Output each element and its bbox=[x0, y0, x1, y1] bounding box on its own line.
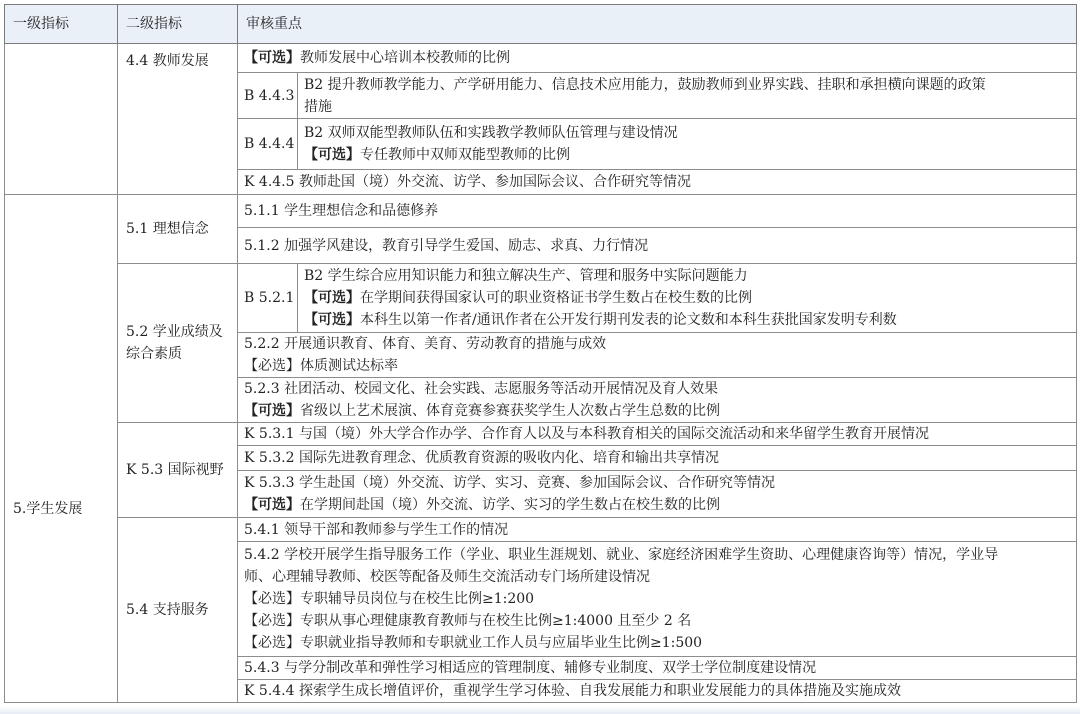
review-item: K 5.3.3 学生赴国（境）外交流、访学、实习、竞赛、参加国际会议、合作研究等情况 【可选】在学期间赴国（境）外交流、访学、实习的学生数占在校生数的比例 bbox=[238, 471, 1077, 518]
header-level2: 二级指标 bbox=[118, 5, 238, 44]
level2-cell: K 5.3 国际视野 bbox=[118, 423, 238, 518]
review-item: B2 双师双能型教师队伍和实践教学教师队伍管理与建设情况 【可选】专任教师中双师双能型教师的比例 bbox=[298, 119, 1077, 170]
item-code: B 4.4.3 bbox=[238, 73, 298, 119]
optional-tag: 【可选】 bbox=[244, 50, 300, 66]
review-criteria-table bbox=[4, 4, 1077, 703]
level1-cell: 5.学生发展 bbox=[5, 195, 118, 703]
bottom-gradient-band bbox=[0, 706, 1080, 714]
review-item: K 5.4.4 探索学生成长增值评价，重视学生学习体验、自我发展能力和职业发展能力的具体措施及实施成效 bbox=[238, 680, 1077, 703]
level2-cell: 4.4 教师发展 bbox=[118, 44, 238, 195]
review-item: 5.4.3 与学分制改革和弹性学习相适应的管理制度、辅修专业制度、双学士学位制度建设情况 bbox=[238, 657, 1077, 680]
level2-cell: 5.4 支持服务 bbox=[118, 518, 238, 703]
level2-cell: 5.2 学业成绩及 综合素质 bbox=[118, 264, 238, 423]
table-header-row bbox=[5, 5, 1077, 44]
review-item: 5.1.1 学生理想信念和品德修养 bbox=[238, 195, 1077, 228]
review-item: 5.4.2 学校开展学生指导服务工作（学业、职业生涯规划、就业、家庭经济困难学生资助、心理健康咨询等）情况，学业导 师、心理辅导教师、校医等配备及师生交流活动专门场所建设情况 【必选】专职辅导员岗位与在校生比例≥1:200 【必选】专职从事心理健康教育教师与在校生比例≥1:4000 且至少 2 名 【必选】专职就业指导教师和专职就业工作人员与应届毕业生比例≥1:500 bbox=[238, 542, 1077, 657]
review-item: 5.2.3 社团活动、校园文化、社会实践、志愿服务等活动开展情况及育人效果 【可选】省级以上艺术展演、体育竞赛参赛获奖学生人次数占学生总数的比例 bbox=[238, 378, 1077, 423]
table-row bbox=[5, 518, 1077, 542]
level1-cell-empty bbox=[5, 44, 118, 195]
review-item: K 5.3.2 国际先进教育理念、优质教育资源的吸收内化、培育和输出共享情况 bbox=[238, 446, 1077, 471]
table-row bbox=[5, 264, 1077, 333]
table-row bbox=[5, 423, 1077, 446]
table-row bbox=[5, 44, 1077, 73]
review-item: 5.4.1 领导干部和教师参与学生工作的情况 bbox=[238, 518, 1077, 542]
review-item: K 5.3.1 与国（境）外大学合作办学、合作育人以及与本科教育相关的国际交流活动和来华留学生教育开展情况 bbox=[238, 423, 1077, 446]
review-item: B2 学生综合应用知识能力和独立解决生产、管理和服务中实际问题能力 【可选】在学期间获得国家认可的职业资格证书学生数占在校生数的比例 【可选】本科生以第一作者/通讯作者在公开发行期刊发表的论文数和本科生获批国家发明专利数 bbox=[298, 264, 1077, 333]
review-item: 5.2.2 开展通识教育、体育、美育、劳动教育的措施与成效 【必选】体质测试达标率 bbox=[238, 333, 1077, 378]
review-item: 5.1.2 加强学风建设，教育引导学生爱国、励志、求真、力行情况 bbox=[238, 228, 1077, 264]
header-review-focus: 审核重点 bbox=[238, 5, 1077, 44]
review-item: B2 提升教师教学能力、产学研用能力、信息技术应用能力，鼓励教师到业界实践、挂职和承担横向课题的政策 措施 bbox=[298, 73, 1077, 119]
review-item: K 4.4.5 教师赴国（境）外交流、访学、参加国际会议、合作研究等情况 bbox=[238, 170, 1077, 195]
item-code: B 4.4.4 bbox=[238, 119, 298, 170]
level2-cell: 5.1 理想信念 bbox=[118, 195, 238, 264]
review-table-page bbox=[4, 4, 1076, 703]
review-item: 【可选】教师发展中心培训本校教师的比例 bbox=[238, 44, 1077, 73]
table-row bbox=[5, 195, 1077, 228]
item-code: B 5.2.1 bbox=[238, 264, 298, 333]
header-level1: 一级指标 bbox=[5, 5, 118, 44]
